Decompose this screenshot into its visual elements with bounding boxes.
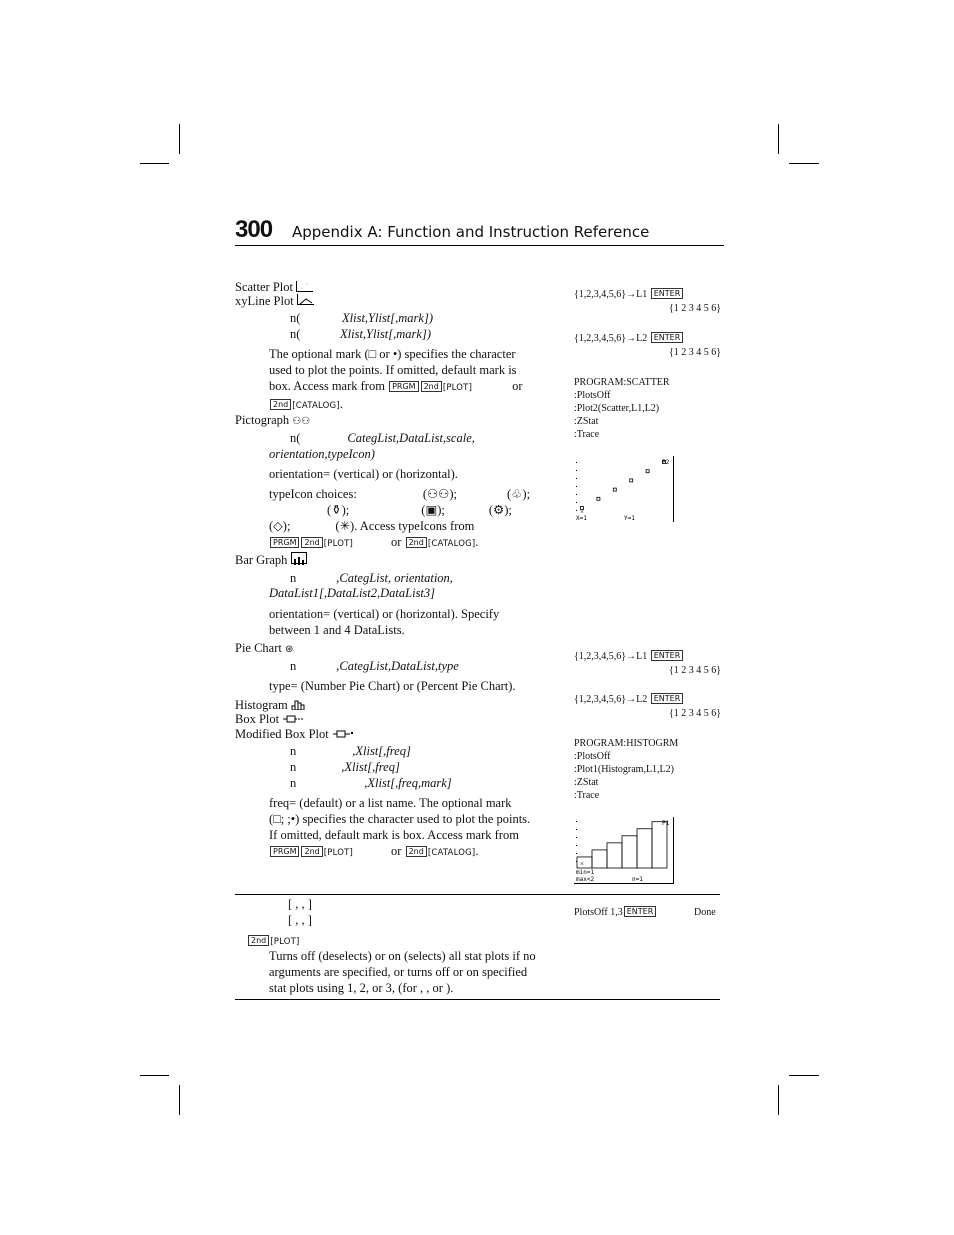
program-line: :PlotsOff [574,390,611,401]
plot-key: [PLOT] [442,383,473,393]
plot-key: [PLOT] [323,539,354,549]
crop-mark [179,124,180,154]
trace-min: min=1 [576,869,595,876]
pie-heading [235,640,293,658]
hist-syntax-2: n ,Xlist[,freq] [290,760,400,774]
xyline-icon [297,294,314,305]
example1-input-1: {1,2,3,4,5,6}→L1 ENTER [574,288,684,301]
axis-tick [576,478,577,479]
catalog-key: [CATALOG] [292,401,340,411]
program-line: :Plot1(Histogram,L1,L2) [574,764,674,775]
plotsoff-syntax-1: [ , , ] [288,897,312,911]
trace-max: max<2 [576,876,595,883]
hist-syntax-3: n ,Xlist[,freq,mark] [290,776,452,790]
plot-key: [PLOT] [270,937,300,947]
syntax-args: Xlist,Ylist[,mark]) [342,311,433,325]
scatter-point [630,479,633,482]
plotsoff-result: Done [694,907,716,918]
pictograph-syntax: n( CategList,DataList,scale, [290,431,475,445]
section-rule [235,894,720,895]
enter-key: ENTER [651,650,684,661]
histogram-screen [574,817,674,884]
hist-syntax-1: n ,Xlist[,freq] [290,744,411,758]
syntax-fn: n( [290,327,301,341]
xyline-syntax [290,326,431,342]
bargraph-label: Bar Graph [235,553,288,567]
histogram-bar [592,850,607,868]
program-line: :ZStat [574,777,599,788]
axis-tick [576,829,577,830]
axis-tick [576,470,577,471]
trace-n: n=1 [632,876,643,883]
plot-key: [PLOT] [323,848,354,858]
histogram-bar [607,843,622,868]
plot-indicator: P2 [662,459,670,466]
pie-type: type= (Number Pie Chart) or (Percent Pie Chart). [269,679,516,693]
second-key: 2nd [301,846,322,857]
scatter-icon: · · [296,281,313,292]
mark-description [269,346,569,414]
histogram-bar [652,822,667,868]
example2-input-1: {1,2,3,4,5,6}→L1 ENTER [574,650,684,663]
axis-tick [576,462,577,463]
scatter-point [646,470,649,473]
axis-tick [576,486,577,487]
program-line: :PlotsOff [574,751,611,762]
syntax-fn: n( [290,311,301,325]
bargraph-orientation: orientation= (vertical) or (horizontal). Specify between 1 and 4 DataLists. [269,607,500,637]
crop-mark [140,1075,169,1076]
boxplot-heading [235,711,304,727]
trace-x: X=1 [576,515,587,522]
plotsoff-example: PlotsOff 1,3 ENTER [574,906,657,919]
desc-line: The optional mark (□ or •) specifies the character [269,347,516,361]
pie-syntax: n ,CategList,DataList,type [290,659,459,673]
pictograph-orientation: orientation= (vertical) or (horizontal). [269,467,458,481]
trace-cursor: × [580,860,584,868]
catalog-key: [CATALOG] [427,539,476,549]
second-key: 2nd [301,537,322,548]
boxplot-icon [282,712,304,726]
program-line: :ZStat [574,416,599,427]
syntax-args: Xlist,Ylist[,mark]) [340,327,431,341]
scatter-syntax [290,310,433,326]
freq-description: freq= (default) or a list name. The optional mark (□; ;•) specifies the character used to plot the points. If omitted, default mark is box. Access mark from PRGM 2nd [PLOT] or 2nd [CATALOG]. [269,796,531,858]
pictograph-icon: ⚇⚇ [292,416,311,427]
scatter-point [613,488,616,491]
histogram-label: Histogram [235,698,288,712]
histogram-bar [637,829,652,868]
bargraph-syntax-2: DataList1[,DataList2,DataList3] [269,586,436,600]
plotsoff-description: Turns off (deselects) or on (selects) all stat plots if no arguments are specified, or turns off or on specified stat plots using 1, 2, or 3, (for , , or ). [269,949,536,995]
prgm-key: PRGM [389,381,418,392]
bargraph-syntax: n ,CategList, orientation, [290,571,453,585]
histogram-icon [291,698,309,712]
page-title: Appendix A: Function and Instruction Reference [292,223,650,241]
program-line: PROGRAM:SCATTER [574,377,670,388]
program-scatter [574,376,670,441]
program-line: :Trace [574,429,600,440]
modboxplot-heading [235,726,354,742]
program-line: PROGRAM:HISTOGRM [574,738,679,749]
program-line: :Trace [574,790,600,801]
pictograph-heading [235,412,310,430]
axis-tick [576,821,577,822]
program-line: :Plot2(Scatter,L1,L2) [574,403,660,414]
trace-y: Y=1 [624,515,635,522]
second-key: 2nd [406,537,427,548]
axis-tick [576,853,577,854]
axis-tick [576,494,577,495]
example1-input-2: {1,2,3,4,5,6}→L2 ENTER [574,332,684,345]
pictograph-icons: typeIcon choices: (⚇⚇); (♧); (⚱); (▣); (⚙); (◇); (✳). Access typeIcons from PRGM 2nd [PLOT] or 2nd [CATALOG]. [269,487,531,549]
plot-indicator: P1 [662,820,670,827]
desc-line: box. Access mark from PRGM 2nd [PLOT] or [269,379,523,393]
catalog-key: [CATALOG] [427,848,476,858]
scatter-point [597,497,600,500]
pictograph-label: Pictograph [235,413,290,427]
xyline-heading [235,293,314,309]
second-key: 2nd [406,846,427,857]
pictograph-syntax-2: orientation,typeIcon) [269,447,375,461]
example1-output-1: {1 2 3 4 5 6} [669,303,722,314]
crop-mark [140,163,169,164]
axis-tick [576,845,577,846]
axis-tick [576,837,577,838]
prgm-key: PRGM [270,537,299,548]
second-key: 2nd [421,381,442,392]
histogram-bar [622,836,637,868]
axis-tick [576,510,577,511]
crop-mark [778,1085,779,1115]
modboxplot-label: Modified Box Plot [235,727,329,741]
second-key: 2nd [248,935,269,946]
enter-key: ENTER [651,332,684,343]
boxplot-label: Box Plot [235,712,280,726]
bargraph-heading [235,552,307,568]
desc-line: 2nd [CATALOG]. [269,396,569,414]
enter-key: ENTER [651,693,684,704]
crop-mark [789,1075,819,1076]
crop-mark [179,1085,180,1115]
example2-output-1: {1 2 3 4 5 6} [669,665,722,676]
program-histogram [574,737,678,802]
bottom-rule [235,999,720,1000]
example2-output-2: {1 2 3 4 5 6} [669,708,722,719]
pie-icon: ⊛ [285,644,294,655]
trace-cursor: × [580,508,584,516]
scatter-label: Scatter Plot [235,280,293,294]
xyline-label: xyLine Plot [235,294,294,308]
desc-line: used to plot the points. If omitted, default mark is [269,363,517,377]
page-number: 300 [235,216,273,243]
crop-mark [789,163,819,164]
scatter-screen [574,456,674,522]
header-rule [235,245,724,246]
enter-key: ENTER [624,906,657,917]
plotsoff-syntax-2: [ , , ] [288,913,312,927]
example1-output-2: {1 2 3 4 5 6} [669,347,722,358]
axis-tick [576,502,577,503]
second-key: 2nd [270,399,291,410]
crop-mark [778,124,779,154]
example2-input-2: {1,2,3,4,5,6}→L2 ENTER [574,693,684,706]
enter-key: ENTER [651,288,684,299]
prgm-key: PRGM [270,846,299,857]
modboxplot-icon [332,727,354,741]
bargraph-icon [291,552,307,564]
pie-label: Pie Chart [235,641,282,655]
